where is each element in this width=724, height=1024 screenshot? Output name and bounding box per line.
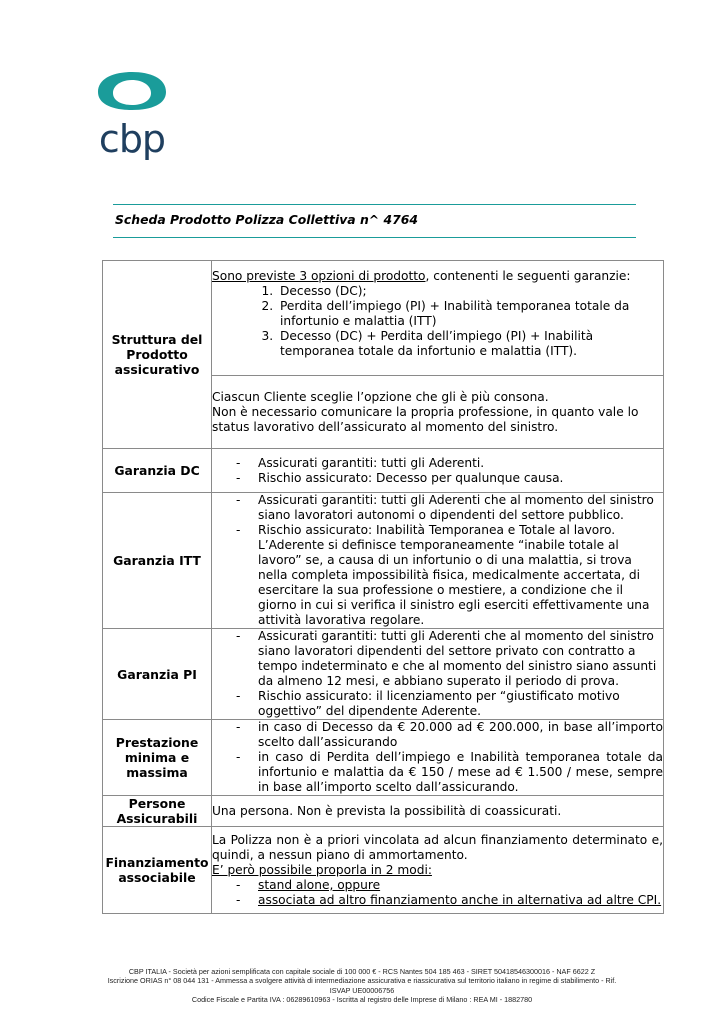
page-footer: [0, 967, 724, 1005]
list-item: [212, 893, 663, 908]
list-item-text: Rischio assicurato: Inabilità Temporanea e Totale al lavoro. L’Aderente si definisce temporaneamente “inabile totale al lavoro” se, a causa di un infortunio o di una malattia, si trova nella completa impossibilità fisica, medicalmente accertata, di esercitare la sua professione o mestiere, a condizione che il giorno in cui si verifica il sinistro egli eserciti effettivamente una attività lavorativa regolare.: [258, 523, 650, 627]
table-row-finanziamento: [103, 827, 664, 914]
dash-marker: -: [236, 689, 241, 703]
dash-marker: -: [236, 455, 241, 470]
garanzia-pi-cell: [212, 629, 664, 720]
list-item: [212, 493, 663, 523]
list-item: [212, 720, 663, 750]
finanziamento-modes-list: [212, 878, 663, 908]
prestazione-list: [212, 720, 663, 795]
table-row-struttura: [103, 261, 664, 376]
note-line: Ciascun Cliente sceglie l’opzione che gli è più consona.: [212, 389, 549, 404]
cbp-logo-mark: [96, 72, 168, 164]
dash-marker: -: [236, 720, 241, 734]
table-row-garanzia-itt: [103, 493, 664, 629]
note-line: Non è necessario comunicare la propria professione, in quanto vale lo status lavorativo dell’assicurato al momento del sinistro.: [212, 404, 639, 434]
table-row-garanzia-dc: [103, 449, 664, 493]
options-list: [212, 284, 663, 359]
garanzia-dc-list: [212, 456, 663, 486]
option-item: 2. Perdita dell’impiego (PI) + Inabilità temporanea totale da infortunio e malattia (ITT): [277, 299, 663, 329]
row-label-finanziamento: [103, 827, 212, 914]
logo-wordmark: cbp: [98, 117, 166, 161]
list-item: [212, 471, 663, 486]
list-item-text: associata ad altro finanziamento anche in alternativa ad altre CPI.: [258, 892, 662, 907]
product-table: [102, 260, 664, 914]
label-line: Struttura del: [111, 332, 203, 347]
garanzia-itt-list: [212, 493, 663, 628]
footer-line: Codice Fiscale e Partita IVA : 06289610963 - Iscritta al registro delle Imprese di Milano : REA MI - 1882780: [191, 995, 533, 1005]
list-item: [212, 456, 663, 471]
label-line: assicurativo: [114, 362, 200, 377]
footer-line: CBP ITALIA - Società per azioni semplificata con capitale sociale di 100 000 € - RCS Nantes 504 185 463 - SIRET 50418546300016 - NAF 6622 Z: [128, 967, 596, 976]
list-item: [212, 878, 663, 893]
row-label-persone: [103, 796, 212, 827]
list-item-text: in caso di Perdita dell’impiego e Inabilità temporanea totale da infortunio e malattia da € 150 / mese ad € 1.500 / mese, sempre in base all’importo scelto dall’assicurando.: [258, 750, 663, 794]
garanzia-dc-cell: [212, 449, 664, 493]
label-line: Prestazione: [115, 735, 199, 750]
note-cell: [212, 376, 664, 449]
list-item-text: stand alone, oppure: [258, 877, 381, 892]
document-title: Scheda Prodotto Polizza Collettiva n^ 4764: [115, 212, 418, 227]
top-rule: [113, 204, 636, 205]
cbp-logo: [96, 72, 168, 164]
dash-marker: -: [236, 493, 241, 507]
persone-cell: Una persona. Non è prevista la possibilità di coassicurati.: [212, 796, 664, 827]
dash-marker: -: [236, 470, 241, 485]
label-line: Finanziamento: [105, 855, 209, 870]
row-label-struttura: [103, 261, 212, 449]
option-item: 3. Decesso (DC) + Perdita dell’impiego (PI) + Inabilità temporanea totale da infortunio e malattia (ITT).: [277, 329, 663, 359]
dash-marker: -: [236, 877, 241, 892]
options-intro-rest: , contenenti le seguenti garanzie:: [425, 269, 631, 283]
options-intro-underlined: Sono previste 3 opzioni di prodotto: [212, 269, 426, 283]
dash-marker: -: [236, 892, 241, 907]
footer-line: ISVAP UE00006756: [329, 985, 395, 995]
list-item-text: Rischio assicurato: il licenziamento per “giustificato motivo oggettivo” del dipendente Aderente.: [258, 689, 620, 718]
label-line: massima: [126, 765, 188, 780]
bottom-rule: [113, 237, 636, 238]
table-row-prestazione: [103, 720, 664, 796]
garanzia-pi-list: [212, 629, 663, 719]
list-item: [212, 689, 663, 719]
list-item: [212, 523, 663, 628]
option-item: 1. Decesso (DC);: [277, 284, 663, 299]
list-item-text: Rischio assicurato: Decesso per qualunque causa.: [258, 470, 564, 485]
dash-marker: -: [236, 629, 241, 643]
label-line: minima e: [124, 750, 190, 765]
list-item: [212, 750, 663, 795]
dash-marker: -: [236, 750, 241, 764]
list-item-text: in caso di Decesso da € 20.000 ad € 200.000, in base all’importo scelto dall’assicurando: [258, 720, 663, 749]
list-item-text: Assicurati garantiti: tutti gli Aderenti.: [258, 455, 485, 470]
dash-marker: -: [236, 523, 241, 537]
finanziamento-cell: [212, 827, 664, 914]
prestazione-cell: [212, 720, 664, 796]
label-line: Persone: [128, 796, 186, 811]
row-label-garanzia-pi: Garanzia PI: [103, 629, 212, 720]
finanziamento-modes-intro: E’ però possibile proporla in 2 modi:: [212, 862, 432, 877]
table-row-garanzia-pi: [103, 629, 664, 720]
list-item: [212, 629, 663, 689]
label-line: Assicurabili: [116, 811, 198, 826]
table-row-persone: [103, 796, 664, 827]
footer-line: Iscrizione ORIAS n° 08 044 131 - Ammessa a svolgere attività di intermediazione assicurativa e riassicurativa sul territorio italiano in regime di stabilimento - Rif.: [107, 976, 617, 986]
options-intro: [212, 269, 663, 284]
row-label-garanzia-itt: Garanzia ITT: [103, 493, 212, 629]
list-item-text: Assicurati garantiti: tutti gli Aderenti che al momento del sinistro siano lavoratori autonomi o dipendenti del settore pubblico.: [258, 493, 654, 522]
label-line: Prodotto: [126, 347, 188, 362]
list-item-text: Assicurati garantiti: tutti gli Aderenti che al momento del sinistro siano lavoratori dipendenti del settore privato con contratto a tempo indeterminato e che al momento del sinistro siano assunti da almeno 12 mesi, e abbiano superato il periodo di prova.: [258, 629, 657, 688]
garanzia-itt-cell: [212, 493, 664, 629]
finanziamento-text: La Polizza non è a priori vincolata ad alcun finanziamento determinato e, quindi, a nessun piano di ammortamento.: [212, 832, 663, 862]
label-line: associabile: [118, 870, 196, 885]
row-label-prestazione: [103, 720, 212, 796]
row-label-garanzia-dc: Garanzia DC: [103, 449, 212, 493]
options-cell: [212, 261, 664, 376]
